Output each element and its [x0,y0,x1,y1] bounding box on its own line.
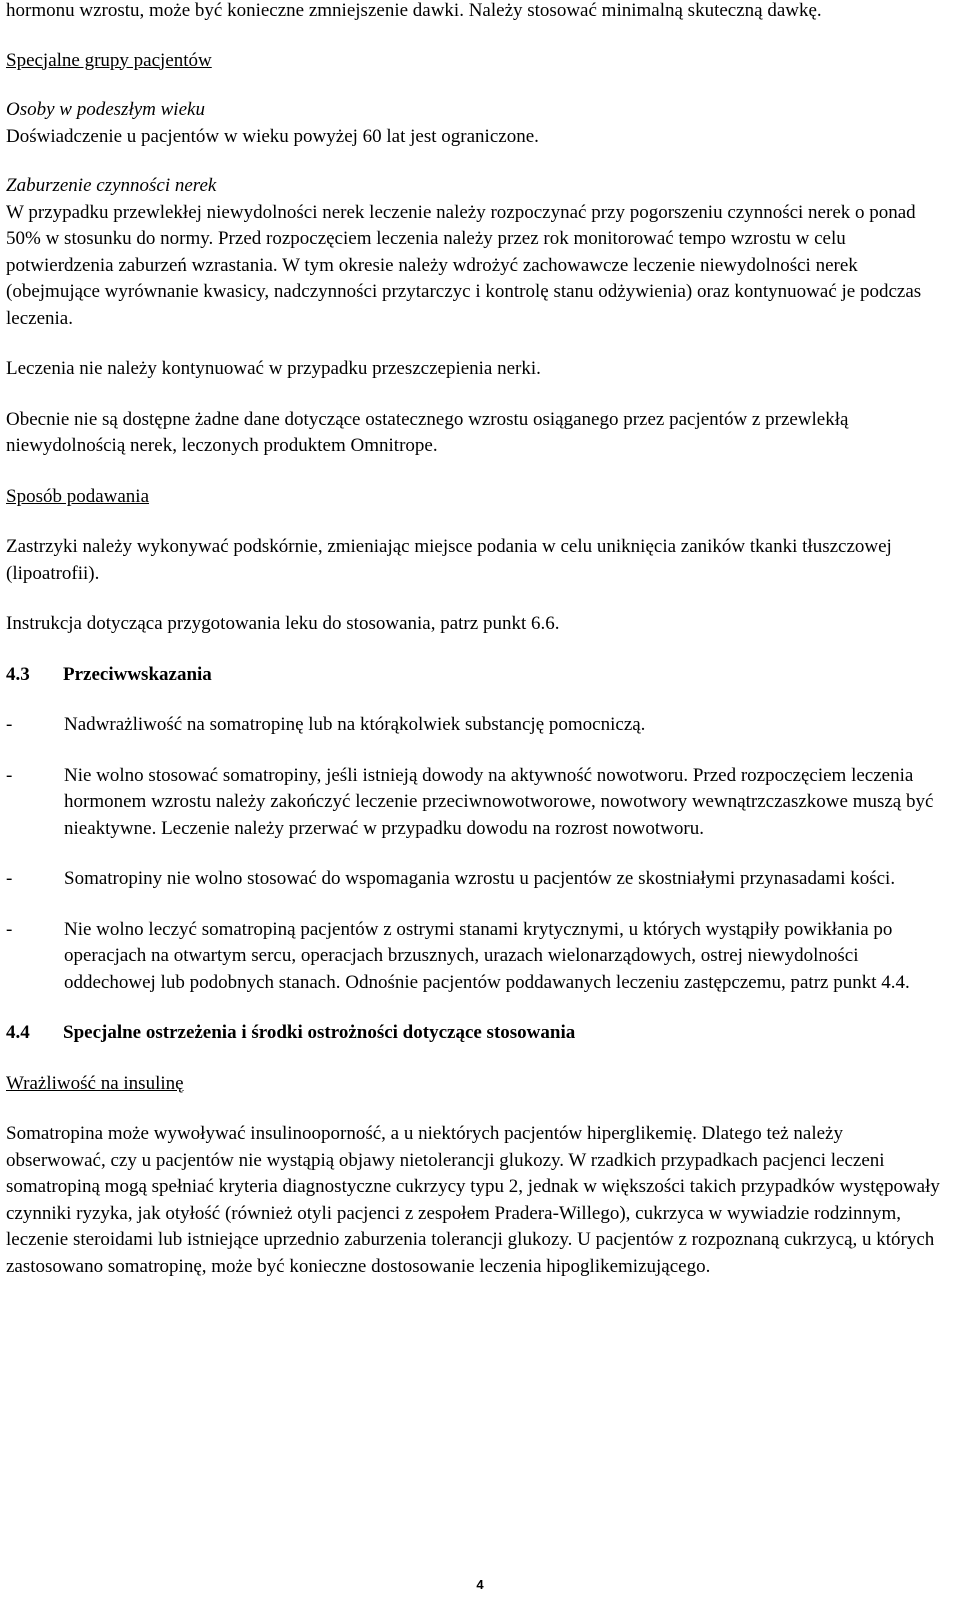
renal-paragraph: W przypadku przewlekłej niewydolności nerek leczenie należy rozpoczynać przy pogorszeniu czynności nerek o ponad 50% w stosunku do normy. Przed rozpoczęciem leczenia należy przez rok monitorować tempo wzrostu w celu potwierdzenia zaburzeń wzrastania. W tym okresie należy wdrożyć zachowawcze leczenie niewydolności nerek (obejmujące wyrównanie kwasicy, nadczynności przytarczyc i kontrolę stanu odżywienia) oraz kontynuować je podczas leczenia. [6,201,922,329]
contraindications-heading [6,662,946,689]
no-data-paragraph: Obecnie nie są dostępne żadne dane dotyczące ostatecznego wzrostu osiąganego przez pacjentów z przewlekłą niewydolnością nerek, leczonych produktem Omnitrope. [6,408,849,456]
dash-marker: - [6,918,13,940]
contraindication-item [6,917,946,997]
dash-marker: - [6,764,13,786]
section-title: Specjalne ostrzeżenia i środki ostrożności dotyczące stosowania [63,1022,576,1043]
preparation-instruction: Instrukcja dotycząca przygotowania leku do stosowania, patrz punkt 6.6. [6,613,560,634]
elderly-subheading: Osoby w podeszłym wieku [6,99,205,120]
special-groups-heading: Specjalne grupy pacjentów [6,49,212,71]
section-title: Przeciwwskazania [63,663,212,685]
contraindication-text: Nadwrażliwość na somatropinę lub na którąkolwiek substancję pomocniczą. [64,714,646,735]
dash-marker: - [6,868,13,889]
warnings-heading [6,1020,946,1047]
contraindication-text: Nie wolno stosować somatropiny, jeśli istnieją dowody na aktywność nowotworu. Przed rozpoczęciem leczenia hormonem wzrostu należy zakończyć leczenie przeciwnowotworowe, nowotwory wewnątrzczaszkowe muszą być nieaktywne. Leczenie należy przerwać w przypadku dowodu na rozrost nowotworu. [64,764,934,839]
administration-heading: Sposób podawania [6,485,150,507]
contraindication-text: Somatropiny nie wolno stosować do wspomagania wzrostu u pacjentów ze skostniałymi przynasadami kości. [64,868,896,889]
intro-paragraph: hormonu wzrostu, może być konieczne zmniejszenie dawki. Należy stosować minimalną skuteczną dawkę. [6,0,822,21]
contraindication-item [6,866,946,893]
contraindication-item [6,712,946,739]
transplant-paragraph: Leczenia nie należy kontynuować w przypadku przeszczepienia nerki. [6,358,541,379]
insulin-sensitivity-heading: Wrażliwość na insulinę [6,1072,184,1094]
insulin-sensitivity-paragraph: Somatropina może wywoływać insulinooporność, a u niektórych pacjentów hiperglikemię. Dlatego też należy obserwować, czy u pacjentów nie wystąpią objawy nietolerancji glukozy. W rzadkich przypadkach pacjenci leczeni somatropiną mogą spełniać kryteria diagnostyczne cukrzycy typu 2, jednak w większości takich przypadków występowały czynniki ryzyka, jak otyłość (również otyli pacjenci z zespołem Pradera-Willego), cukrzyca w wywiadzie rodzinnym, leczenie steroidami lub istniejące uprzednio zaburzenia tolerancji glukozy. U pacjentów z rozpoznaną cukrzycą, u których zastosowano somatropinę, może być konieczne dostosowanie leczenia hipoglikemizującego. [6,1123,940,1277]
dash-marker: - [6,714,13,735]
page-number: 4 [476,1577,484,1592]
elderly-paragraph: Doświadczenie u pacjentów w wieku powyżej 60 lat jest ograniczone. [6,125,539,147]
document-page [6,0,946,1280]
contraindication-text: Nie wolno leczyć somatropiną pacjentów z ostrymi stanami krytycznymi, u których wystąpiły powikłania po operacjach na otwartym sercu, operacjach brzusznych, urazach wielonarządowych, ostrej niewydolności oddechowej lub podobnych stanach. Odnośnie pacjentów poddawanych leczeniu zastępczemu, patrz punkt 4.4. [64,918,910,993]
section-number: 4.4 [6,1022,30,1043]
administration-paragraph: Zastrzyki należy wykonywać podskórnie, zmieniając miejsce podania w celu uniknięcia zaników tkanki tłuszczowej (lipoatrofii). [6,536,892,584]
renal-subheading: Zaburzenie czynności nerek [6,175,217,196]
contraindication-item [6,763,946,843]
section-number: 4.3 [6,663,30,685]
